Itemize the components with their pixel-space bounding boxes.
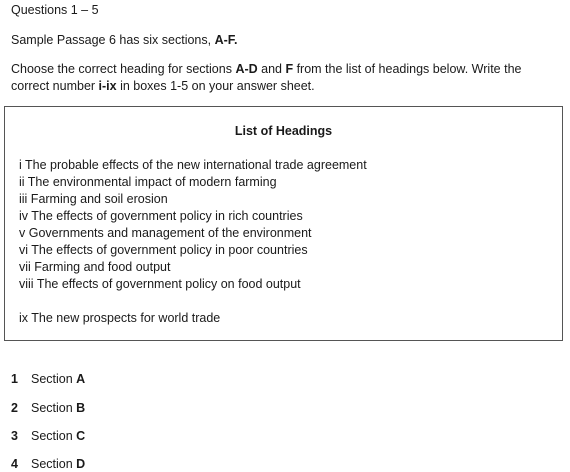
heading-item: viii The effects of government policy on food output [19, 277, 301, 291]
question-row [11, 457, 85, 471]
heading-item: iii Farming and soil erosion [19, 192, 168, 206]
list-of-headings-box [4, 106, 563, 341]
heading-item: vii Farming and food output [19, 260, 171, 274]
intro-prefix: Sample Passage 6 has six sections, [11, 33, 215, 47]
question-label: Section [31, 372, 77, 386]
question-section: C [76, 429, 86, 443]
heading-item: v Governments and management of the environment [19, 226, 312, 240]
question-row [11, 401, 85, 415]
instructions-part4: in boxes 1-5 on your answer sheet. [116, 79, 315, 93]
heading-item: ix The new prospects for world trade [19, 311, 221, 325]
question-section: B [76, 401, 86, 415]
question-number: 3 [11, 429, 18, 443]
intro-text [11, 33, 238, 47]
heading-item: i The probable effects of the new international trade agreement [19, 158, 367, 172]
heading-item: vi The effects of government policy in poor countries [19, 243, 308, 257]
instructions-part3: from the list of headings below. Write the correct number [11, 62, 522, 93]
question-label: Section [31, 429, 77, 443]
question-label: Section [31, 457, 77, 471]
question-row [11, 372, 85, 386]
question-number: 1 [11, 372, 18, 386]
question-section: D [76, 457, 86, 471]
intro-sections: A-F. [214, 33, 238, 47]
question-row [11, 429, 85, 443]
instructions-part1: Choose the correct heading for sections [11, 62, 236, 76]
question-label: Section [31, 401, 77, 415]
instructions-bold3: i-ix [98, 79, 117, 93]
list-of-headings-title: List of Headings [234, 124, 333, 138]
instructions-bold2: F [285, 62, 294, 76]
heading-item: iv The effects of government policy in rich countries [19, 209, 303, 223]
instructions-bold1: A-D [235, 62, 258, 76]
question-section: A [76, 372, 86, 386]
instructions-part2: and [257, 62, 286, 76]
instructions-text [11, 61, 551, 95]
heading-item: ii The environmental impact of modern farming [19, 175, 277, 189]
question-number: 2 [11, 401, 18, 415]
questions-title: Questions 1 – 5 [11, 3, 99, 17]
question-number: 4 [11, 457, 18, 471]
